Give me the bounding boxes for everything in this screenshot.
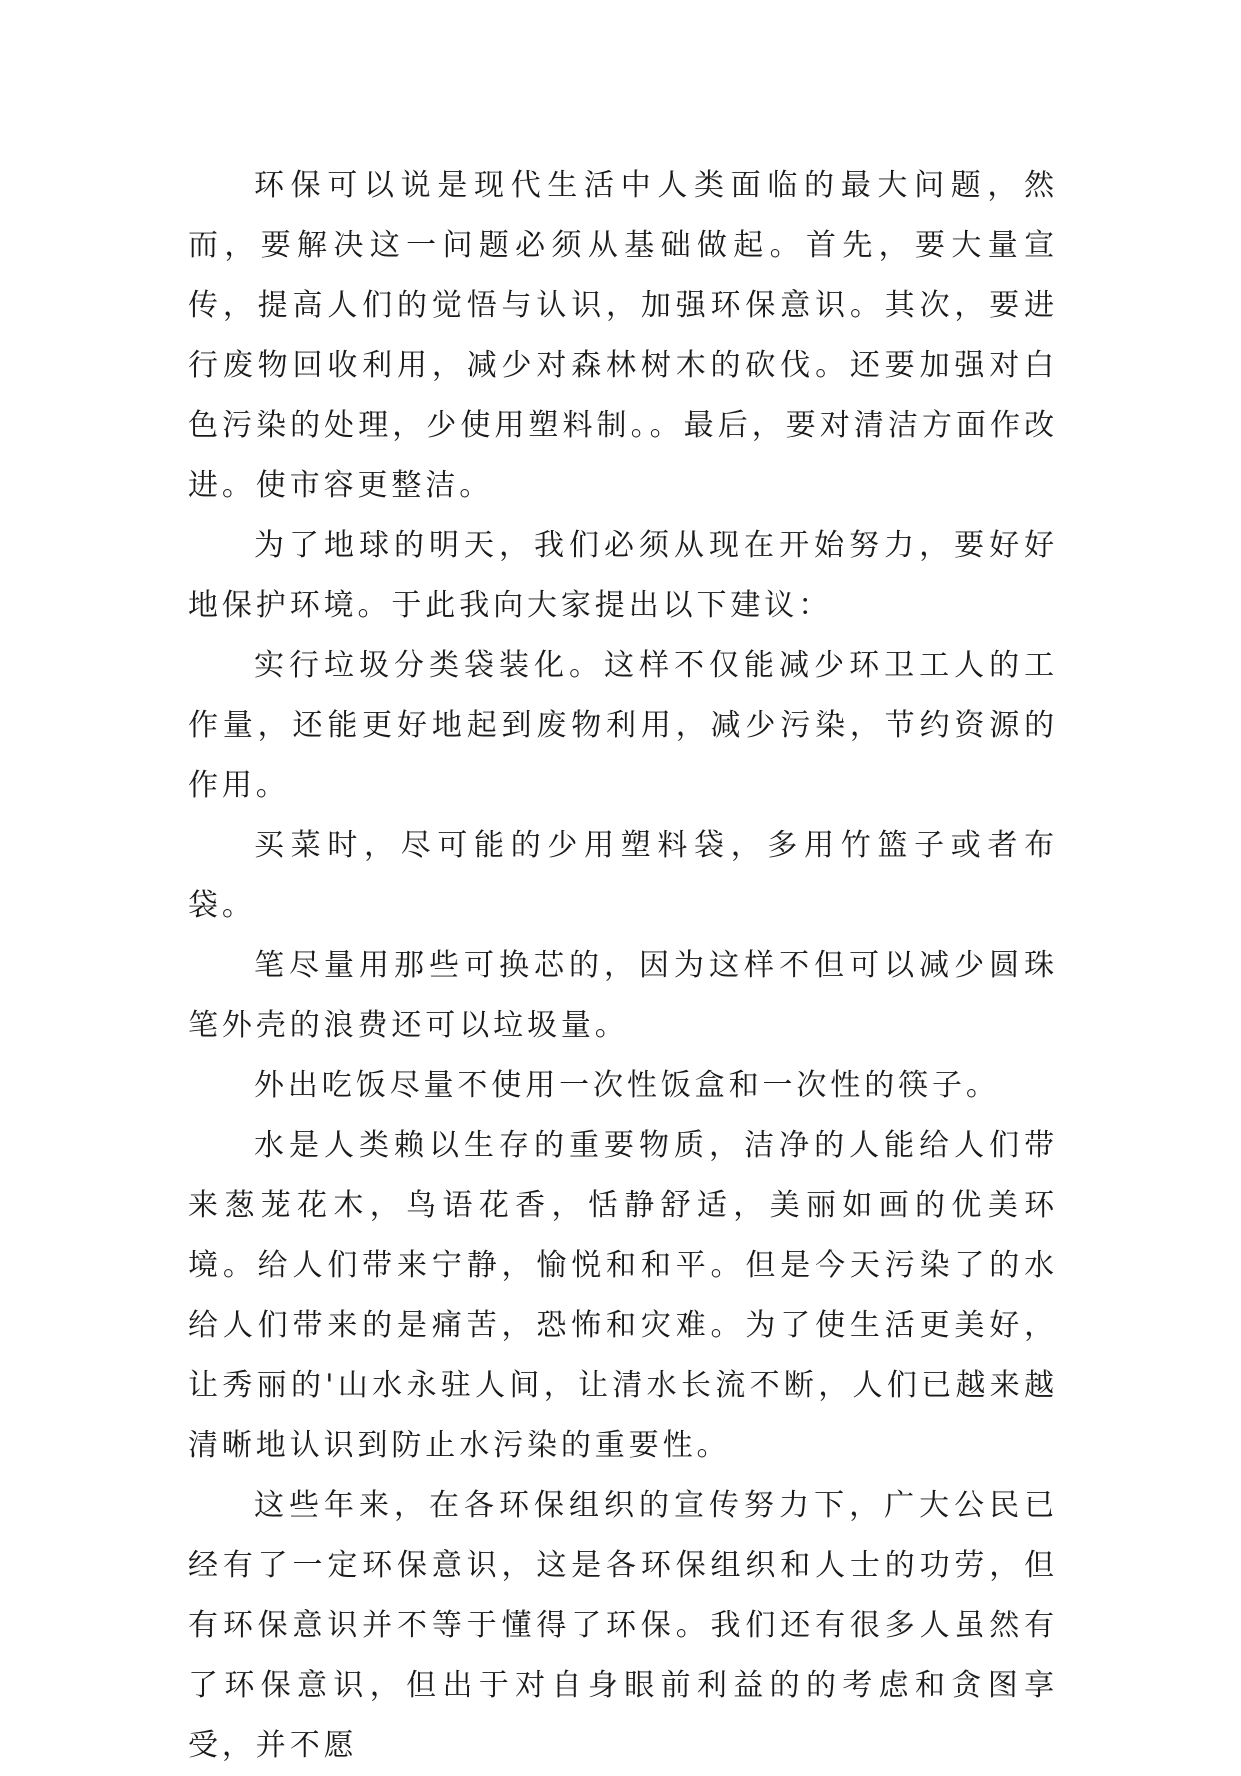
paragraph-1: 环保可以说是现代生活中人类面临的最大问题，然而，要解决这一问题必须从基础做起。首先，要大量宣传，提高人们的觉悟与认识，加强环保意识。其次，要进行废物回收利用，减少对森林树木的砍伐。还要加强对白色污染的处理，少使用塑料制。。最后，要对清洁方面作改进。使市容更整洁。 (188, 168, 1058, 503)
paragraph-5: 笔尽量用那些可换芯的，因为这样不但可以减少圆珠笔外壳的浪费还可以垃圾量。 (188, 948, 1058, 1043)
paragraph-6: 外出吃饭尽量不使用一次性饭盒和一次性的筷子。 (254, 1068, 1000, 1103)
document-body (188, 156, 1058, 1776)
paragraph-3: 实行垃圾分类袋装化。这样不仅能减少环卫工人的工作量，还能更好地起到废物利用，减少污染，节约资源的作用。 (188, 648, 1058, 803)
paragraph-2: 为了地球的明天，我们必须从现在开始努力，要好好地保护环境。于此我向大家提出以下建议： (188, 528, 1058, 623)
paragraph-7: 水是人类赖以生存的重要物质，洁净的人能给人们带来葱茏花木，鸟语花香，恬静舒适，美丽如画的优美环境。给人们带来宁静，愉悦和和平。但是今天污染了的水给人们带来的是痛苦，恐怖和灾难。为了使生活更美好，让秀丽的'山水永驻人间，让清水长流不断，人们已越来越清晰地认识到防止水污染的重要性。 (188, 1128, 1058, 1463)
paragraph-4: 买菜时，尽可能的少用塑料袋，多用竹篮子或者布袋。 (188, 828, 1058, 923)
paragraph-8: 这些年来，在各环保组织的宣传努力下，广大公民已经有了一定环保意识，这是各环保组织和人士的功劳，但有环保意识并不等于懂得了环保。我们还有很多人虽然有了环保意识，但出于对自身眼前利益的的考虑和贪图享受，并不愿 (188, 1488, 1058, 1763)
